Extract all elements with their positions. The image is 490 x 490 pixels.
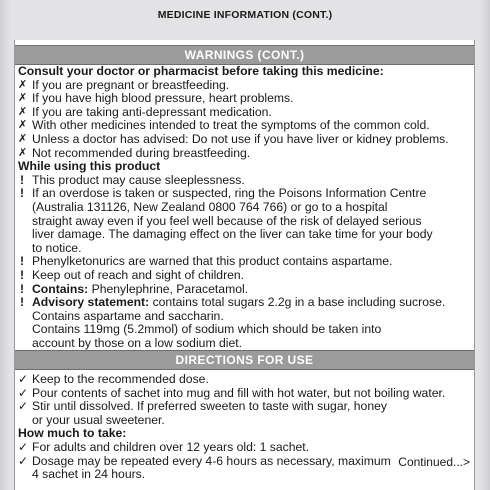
advisory-label: Advisory statement: — [32, 295, 150, 310]
cross-icon: ✗ — [18, 119, 28, 132]
warning-item-continuation: straight away even if you feel well because of the risk of delayed serious — [32, 213, 422, 228]
consult-item: ✗ If you have high blood pressure, heart problems. — [18, 91, 294, 106]
cross-icon: ✗ — [18, 105, 28, 118]
direction-item: ✓ Pour contents of sachet into mug and fill with hot water, but not boiling water. — [18, 385, 446, 400]
consult-item: ✗ With other medicines intended to treat the symptoms of the common cold. — [18, 118, 430, 133]
continued-label: Continued...> — [398, 455, 470, 469]
exclamation-icon: ! — [20, 281, 25, 296]
warnings-header-band — [15, 45, 474, 65]
consult-heading: Consult your doctor or pharmacist before taking this medicine: — [18, 64, 384, 78]
direction-item: ✓ Keep to the recommended dose. — [18, 372, 209, 386]
exclamation-icon: ! — [20, 186, 25, 201]
consult-item: ✗ Not recommended during breastfeeding. — [18, 145, 251, 160]
cross-icon: ✗ — [18, 78, 28, 91]
checkmark-icon: ✓ — [18, 385, 29, 400]
using-heading: While using this product — [18, 159, 161, 174]
warning-item-continuation: to notice. — [32, 240, 82, 255]
cross-icon: ✗ — [18, 92, 28, 105]
advisory-item — [18, 296, 468, 310]
dosage-item: ✓ For adults and children over 12 years old: 1 sachet. — [18, 439, 310, 454]
page-title: MEDICINE INFORMATION (CONT.) — [157, 9, 333, 21]
advisory-continuation: Contains aspartame and saccharin. — [32, 308, 224, 323]
warning-item: ! Phenylketonurics are warned that this product contains aspartame. — [20, 254, 393, 269]
checkmark-icon: ✓ — [18, 439, 29, 454]
contains-item — [18, 283, 468, 297]
dosage-item-continuation: 4 sachet in 24 hours. — [32, 467, 146, 482]
info-panel — [14, 40, 475, 490]
advisory-value: contains total sugars 2.2g in a base including sucrose. — [152, 295, 446, 310]
cross-icon: ✗ — [18, 132, 28, 145]
advisory-continuation: account by those on a low sodium diet. — [32, 335, 243, 350]
contains-value: Phenylephrine, Paracetamol. — [91, 281, 249, 296]
checkmark-icon: ✓ — [18, 453, 29, 468]
exclamation-icon: ! — [20, 172, 25, 187]
how-much-heading: How much to take: — [18, 426, 127, 441]
checkmark-icon: ✓ — [18, 372, 29, 386]
exclamation-icon: ! — [20, 254, 25, 269]
warning-item-continuation: liver damage. The damaging effect on the liver can take time for your body — [32, 227, 433, 242]
warning-item-continuation: (Australia 131126, New Zealand 0800 764 766) or go to a hospital — [32, 199, 388, 214]
contains-label: Contains: — [32, 281, 89, 296]
directions-header-band — [15, 350, 474, 370]
direction-item-continuation: or your usual sweetener. — [32, 412, 165, 427]
warnings-title: WARNINGS (CONT.) — [184, 48, 305, 62]
exclamation-icon: ! — [20, 267, 25, 282]
exclamation-icon: ! — [20, 295, 25, 310]
warning-item: ! If an overdose is taken or suspected, ring the Poisons Information Centre — [20, 186, 427, 201]
warning-item: ! This product may cause sleeplessness. — [20, 172, 245, 187]
directions-list — [18, 373, 468, 427]
checkmark-icon: ✓ — [18, 399, 29, 414]
direction-item: ✓ Stir until dissolved. If preferred sweeten to taste with sugar, honey — [18, 399, 387, 414]
consult-item: ✗ If you are taking anti-depressant medication. — [18, 104, 272, 119]
warnings-section — [18, 65, 468, 350]
dosage-item: ✓ Dosage may be repeated every 4-6 hours as necessary, maximum — [18, 453, 391, 468]
consult-list — [18, 79, 468, 161]
advisory-continuation: Contains 119mg (5.2mmol) of sodium which should be taken into — [32, 322, 382, 337]
warning-item: ! Keep out of reach and sight of children. — [20, 267, 245, 282]
consult-item: ✗ If you are pregnant or breastfeeding. — [18, 77, 230, 92]
directions-title: DIRECTIONS FOR USE — [175, 353, 314, 367]
consult-item: ✗ Unless a doctor has advised: Do not use if you have liver or kidney problems. — [18, 131, 449, 146]
cross-icon: ✗ — [18, 146, 28, 159]
